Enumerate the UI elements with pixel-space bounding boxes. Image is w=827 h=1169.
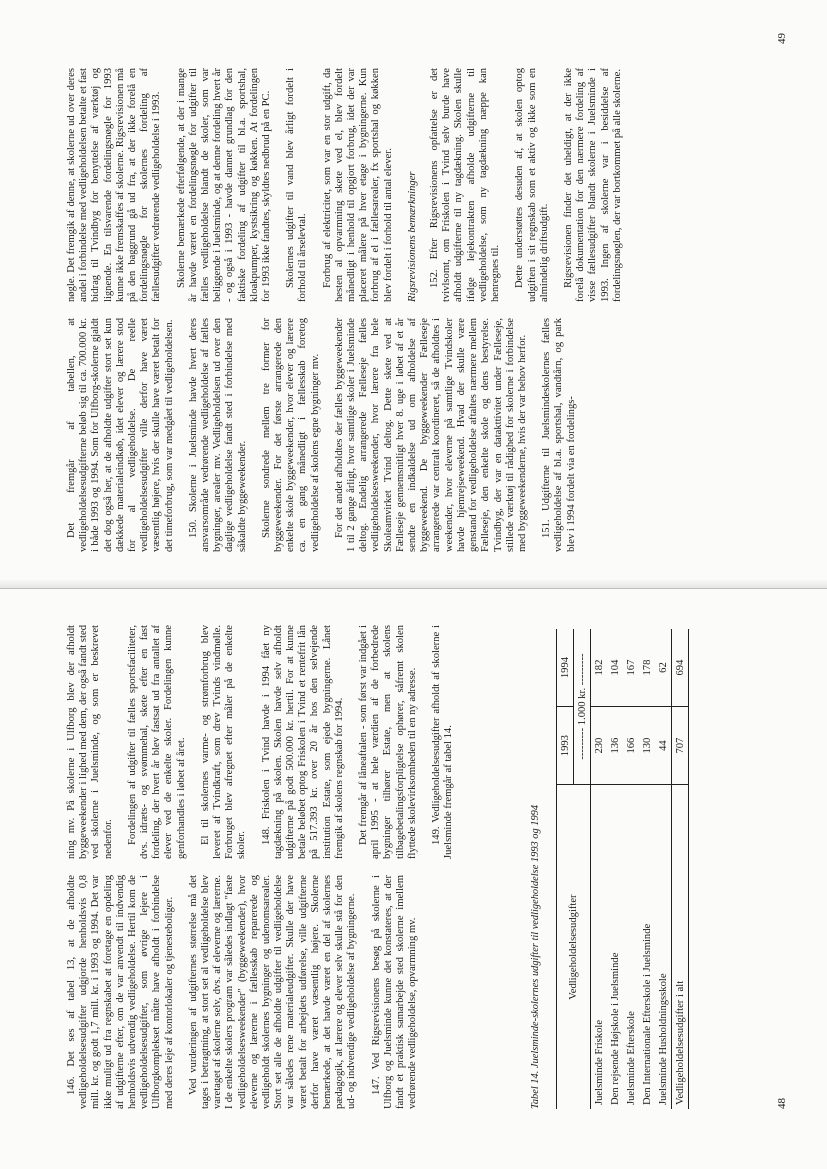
maintenance-table <box>556 629 689 1109</box>
table-year-1994: 1994 <box>557 629 574 707</box>
paragraph-146: 146. Det ses af tabel 13, at de afholdte vedligeholdelsesudgifter udgjorde henholdsvis 0,8 mill. kr. og godt 1,7 mill. kr. i 1993 og 1994. Det var ikke muligt ud fra regnskabet at foretage en opdeling af udgifterne efter, om de var anvendt til indvendig henholdsvis udvendig vedligeholdelse. Hertil kom de vedligeholdelsesudgifter, som øvrige lejere i Ulfborgkomplekset måtte have afholdt i forbindelse med deres leje af kontorlokaler og tjenesteboliger. <box>66 875 175 1109</box>
paragraph: El til skolernes varme- og strømforbrug blev leveret af Tvindkraft, som drev Tvinds vindmølle. Forbruget blev afregnet efter måler på de enkelte skoler. <box>199 625 248 859</box>
paragraph-149: 149. Vedligeholdelsesudgifter afholdt af skolerne i Juelsminde fremgår af tabel 14. <box>431 625 455 859</box>
row-name: Juelsminde Friskole <box>591 785 608 1109</box>
table-row <box>639 629 655 1109</box>
row-value-1993: 230 <box>591 707 608 785</box>
row-name: Den Internationale Efterskole i Juelsminde <box>641 923 653 1105</box>
total-value-1994: 694 <box>672 629 689 707</box>
paragraph: Dette understøttes desuden af, at skolen optog udgiften i sit regnskab som et aktiv og ikke som en almindelig driftsudgift. <box>514 68 550 302</box>
table-row <box>591 629 608 1109</box>
row-name: Juelsminde Efterskole <box>625 1011 637 1105</box>
row-name: Juelsminde Husholdningsskole <box>657 973 669 1105</box>
table-unit: --------- 1.000 kr. --------- <box>574 629 591 785</box>
paragraph: nøgle. Det fremgik af denne, at skolerne ud over deres andel i forbindelse med vedligeholdelsen betalte et fast bidrag til Tvindbyg for benyttelse af værktøj og lignende. En tilsvarende fordelingsnøgle for 1993 kunne ikke fremskaffes af skolerne. Rigsrevisionen må på den baggrund gå ud fra, at der ikke forelå en fordelingsnøgle for skolernes fordeling af fællesudgifter vedrørende vedligeholdelse i 1993. <box>66 68 163 302</box>
table-header-label: Vedligeholdelsesudgifter <box>557 785 591 1109</box>
row-value-1994: 104 <box>607 629 623 707</box>
table-year-1993: 1993 <box>557 707 574 785</box>
paragraph: Det fremgår af tabellen, at vedligeholdelsesudgifterne beløb sig til ca. 700.000 kr. i både 1993 og 1994. Som for Ulfborg-skolerne gjaldt det dog også her, at de afholdte udgifter stort set kun dækkede materialeindkøb, idet elever og lærere stod for al vedligeholdelse. De reelle vedligeholdelsesudgifter ville derfor have været væsentlig højere, hvis der skulle have været betalt for det timeforbrug, som var medgået til vedligeholdelsen. <box>66 318 175 552</box>
table-total-row <box>672 629 689 1109</box>
row-value-1994: 167 <box>623 629 639 707</box>
paragraph: Skolerne sondrede mellem tre former for byggeweekender. For det første arrangerede den enkelte skole byggeweekender, hvor elever og lærere ca. en gang månedligt i fællesskab foretog vedligeholdelse af skolens egne bygninger mv. <box>260 318 321 552</box>
total-name: Vedligeholdelsesudgifter i alt <box>672 785 689 1109</box>
paragraph: For det andet afholdtes der fælles byggeweekender 1 til 2 gange årligt, hvor samtlige skoler i Juelsminde deltog. Endelig arrangerede Fælleseje fælles vedligeholdelsesweekender, hvor lærere fra hele Skoleamvirket Tvind deltog. Dette skete ved at Fælleseje gennemsnitligt hver 8. uge i løbet af et år sendte en indkaldelse ud om afholdelse af byggeweekend. De byggeweekender Fælleseje arrangerede var centralt koordineret, så de afholdtes i weekender, hvor eleverne på samtlige Tvindskoler havde hjemrejseweekend. Hvad der skulle være genstand for vedligeholdelse aftaltes nærmere mellem Fælleseje, den enkelte skole og dens bestyrelse. Tvindbyg, der var en datakttivitet under Fælleseje, stillede værktøj til rådighed for skolerne i forbindelse med byggeweekenderne, hvis der var behov herfor. <box>333 318 528 552</box>
page-number-left: 48 <box>776 1098 788 1109</box>
row-value-1994: 178 <box>639 629 655 707</box>
row-value-1993: 130 <box>639 707 655 785</box>
section-heading: Rigsrevisionens bemærkninger <box>406 171 418 302</box>
right-page-column-1 <box>66 318 590 552</box>
row-name: Den rejsende Højskole i Juelsminde <box>609 952 621 1105</box>
table-row <box>607 629 623 1109</box>
row-value-1993: 44 <box>655 707 672 785</box>
paragraph: Forbrug af elektricitet, som var en stor udgift, da hesten al opvarmning skete ved el, blev fordelt månedligt i henhold til opgjort forbrug, idet der var placeret målere på hver etage i bygningerne. Kun forbrug af el i fællesarealer, fx sportshal og køkken blev fordelt i forhold til antal elever. <box>321 68 394 302</box>
paragraph-151: 151. Udgifterne til Juelsmindeskolernes fælles vedligeholdelse af bl.a. sportshal, vandtårn, og park blev i 1994 fordelt via en fordelings- <box>541 318 577 552</box>
paragraph: Rigsrevisionen finder det uheldigt, at der ikke forelå dokumentation for den nærmere fordeling af visse fællesudgifter blandt skolerne i Juelsminde i 1993. Ingen af skolerne var i besiddelse af fordelingsnøglen, der var bortkommet på alle skolerne. <box>562 68 623 302</box>
page-number-right: 49 <box>776 33 788 44</box>
right-page <box>0 0 827 584</box>
table-row <box>623 629 639 1109</box>
paragraph: Skolernes udgifter til vand blev årligt fordelt i forhold til årselevtal. <box>285 68 309 302</box>
table-row <box>655 629 672 1109</box>
paragraph-152: 152. Efter Rigsrevisionens opfattelse er det tvivlsomt, om Friskolen i Tvind selv burde have afholdt udgifterne til ny tagdækning. Skolen skulle ifølge lejekontrakten afholde udgifterne til vedligeholdelse, som ny tagdækning næppe kan henregnes til. <box>429 68 502 302</box>
paragraph-147: 147. Ved Rigsrevisionens besøg på skolerne i Ulfborg og Juelsminde kunne det konstateres, at der fandt et praktisk samarbejde sted skolerne imellem vedrørende vedligeholdelse, opvarmning mv. <box>370 875 419 1109</box>
table-caption: Tabel 14. Juelsminde-skolernes udgifter til vedligeholdelse 1993 og 1994 <box>530 804 541 1109</box>
paragraph: Skolerne bemærkede efterfølgende, at der i mange år havde været en fordelingsnøgle for udgifter til fælles vedligeholdelse blandt de skoler, som var beliggende i Juelsminde, og at denne fordeling hvert år - og også i 1993 - havde dannet grundlag for den faktiske fordeling af udgifter til bl.a. sportshal, kloakpumper, kystsikring og køkken. At fordelingen for 1993 ikke fandtes, skyldtes nedbrud på en PC. <box>175 68 273 302</box>
left-page-column-2 <box>66 625 467 859</box>
row-value-1993: 136 <box>607 707 623 785</box>
paragraph-148: 148. Friskolen i Tvind havde i 1994 fået ny tagdækning på skolen. Skolen havde selv afholdt udgifterne på godt 500.000 kr. hertil. For at kunne betale beløbet optog Friskolen i Tvind et rentefrit lån på 517.393 kr. over 20 år hos den selvejende institution Estate, som ejede bygningerne. Lånet fremgik af skolens regnskab for 1994. <box>260 625 345 859</box>
row-value-1994: 62 <box>655 629 672 707</box>
total-value-1993: 707 <box>672 707 689 785</box>
left-page-column-1 <box>66 875 431 1109</box>
paragraph: Ved vurderingen af udgifternes størrelse må det tages i betragtning, at stort set al vedligeholdelse blev varetaget af skolerne selv, dvs. af eleverne og lærerne. I de enkelte skolers program var således indlagt "faste vedligeholdelsesweekender" (byggeweekender), hvor eleverne og lærerne i fællesskab reparerede og vedligeholdt skolernes bygninger og udenomsarealer. Stort set alle de afholdte udgifter til vedligeholdelse var således rene materialeudgifter. Skulle der have været betalt for arbejdets udførelse, ville udgifterne derfor have været væsentlig højere. Skolerne bemærkede, at det havde været en del af skolernes pædagogik, at lærere og elever selv skulle stå for den ud- og indvendige vedligeholdelse af bygningerne. <box>187 875 358 1109</box>
left-page <box>0 585 827 1169</box>
right-page-column-2 <box>66 68 636 302</box>
paragraph: Fordelingen af udgifter til fælles sportsfaciliteter, dvs. idræts- og svømmehal, skete efter en fast fordeling, der hvert år blev fastsat ud fra antallet af elever ved de enkelte skoler. Fordelingen kunne genforhandles i løbet af året. <box>126 625 187 859</box>
paragraph-150: 150. Skolerne i Juelsminde havde hvert deres ansvarsområde vedrørende vedligeholdelse af fælles bygninger, arealer mv. Vedligeholdelsen ud over den daglige vedligeholdelse fandt sted i forbindelse med såkaldte byggeweekender. <box>187 318 248 552</box>
paragraph: Det fremgår af låneaftalen - som først var indgået i april 1995 - at hele værdien af de forbedrede bygninger tilhører Estate, men at skolens tilbagebetalingsforpligtelse ophører, såfremt skolen flyttede skolevirksomheden til en ny adresse. <box>358 625 418 859</box>
row-value-1993: 166 <box>623 707 639 785</box>
paragraph: ning mv. På skolerne i Ulfborg blev der afholdt byggeweekender i lighed med dem, der også fandt sted ved skolerne i Juelsminde, og som er beskrevet nedenfor. <box>66 625 114 859</box>
row-value-1994: 182 <box>591 629 608 707</box>
